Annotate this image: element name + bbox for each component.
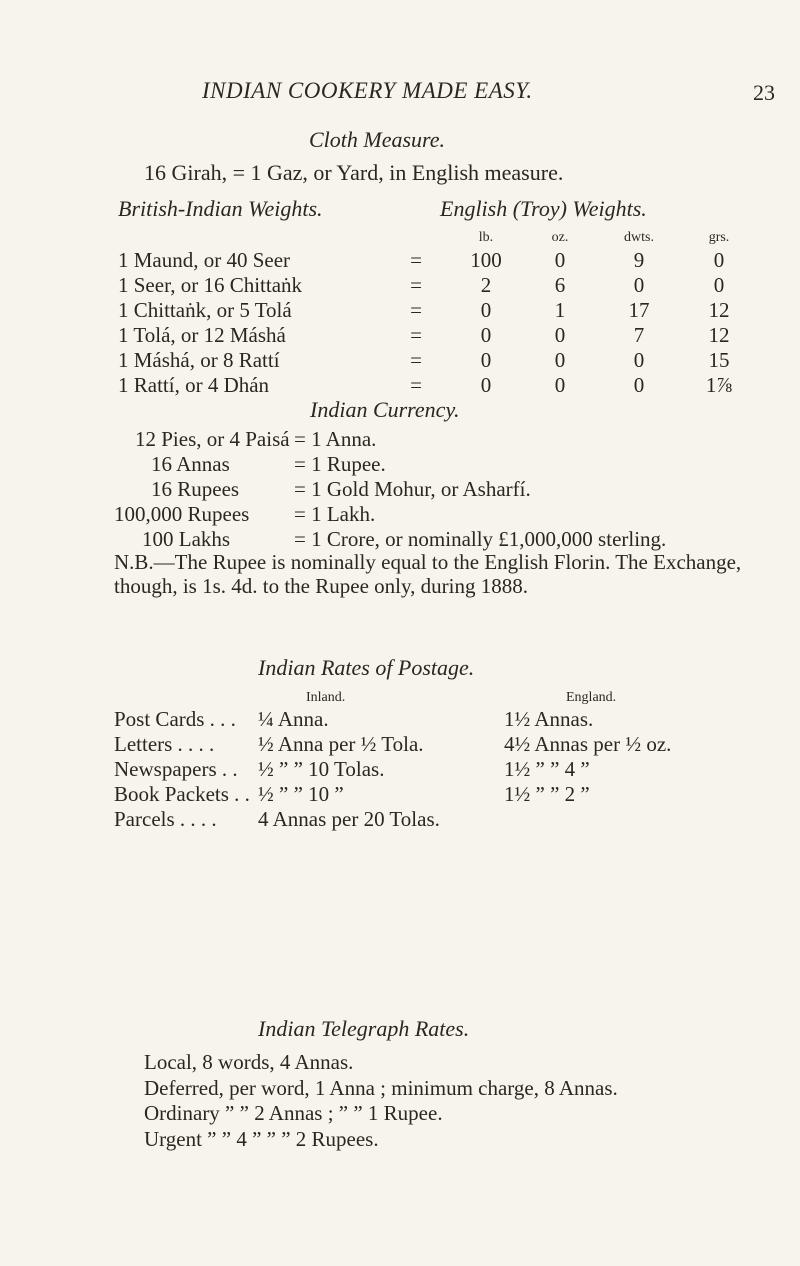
currency-right: = 1 Anna.	[294, 427, 377, 451]
postage-item-label: Newspapers . .	[114, 757, 238, 781]
weights-column-headers	[118, 228, 754, 248]
equals-sign: =	[410, 348, 422, 372]
equals-sign: =	[410, 273, 422, 297]
dwts-value: 0	[633, 273, 645, 297]
oz-value: 6	[554, 273, 566, 297]
dwts-value: 7	[633, 323, 645, 347]
weights-table	[118, 228, 754, 398]
weight-label: 1 Rattí, or 4 Dhán	[118, 373, 270, 397]
oz-value: 0	[554, 348, 566, 372]
currency-left: 12 Pies, or 4 Paisá	[135, 427, 290, 451]
cloth-measure-heading: Cloth Measure.	[309, 127, 446, 152]
telegraph-heading: Indian Telegraph Rates.	[258, 1016, 470, 1041]
table-row	[114, 427, 764, 452]
dwts-value: 0	[633, 373, 645, 397]
table-row	[114, 732, 794, 757]
lb-value: 0	[480, 323, 492, 347]
postage-inland-rate: ½ ” ” 10 ”	[258, 782, 344, 806]
table-row	[114, 807, 794, 832]
grs-value: 1⅞	[705, 373, 733, 397]
weight-label: 1 Seer, or 16 Chittaṅk	[118, 273, 303, 297]
running-header-title: INDIAN COOKERY MADE EASY.	[202, 78, 533, 103]
postage-england-rate: 1½ ” ” 4 ”	[504, 757, 590, 781]
english-troy-weights-heading: English (Troy) Weights.	[440, 196, 647, 221]
table-row	[114, 757, 794, 782]
table-row	[114, 502, 764, 527]
table-row	[118, 323, 754, 348]
col-oz: oz.	[551, 230, 569, 245]
lb-value: 0	[480, 348, 492, 372]
lb-value: 100	[470, 248, 502, 272]
postage-item-label: Letters . . . .	[114, 732, 215, 756]
postage-england-rate: 1½ ” ” 2 ”	[504, 782, 590, 806]
currency-right: = 1 Crore, or nominally £1,000,000 sterling.	[294, 527, 667, 551]
dwts-value: 9	[633, 248, 645, 272]
page-number: 23	[753, 80, 775, 105]
grs-value: 0	[713, 248, 725, 272]
postage-col-inland: Inland.	[306, 690, 346, 705]
postage-item-label: Book Packets . .	[114, 782, 250, 806]
currency-left: 16 Annas	[151, 452, 230, 476]
telegraph-rates	[144, 1050, 618, 1152]
postage-inland-rate: 4 Annas per 20 Tolas.	[258, 807, 440, 831]
currency-note: N.B.—The Rupee is nominally equal to the English Florin. The Exchange, though, is 1s. 4d. to the Rupee only, during 1888.	[114, 550, 742, 598]
table-row	[114, 527, 764, 552]
grs-value: 15	[708, 348, 730, 372]
col-dwts: dwts.	[624, 230, 654, 245]
table-row	[118, 273, 754, 298]
table-row	[114, 707, 794, 732]
postage-item-label: Parcels . . . .	[114, 807, 217, 831]
weight-label: 1 Chittaṅk, or 5 Tolá	[118, 298, 292, 322]
postage-item-label: Post Cards . . .	[114, 707, 236, 731]
equals-sign: =	[410, 373, 422, 397]
postage-england-rate	[504, 807, 794, 832]
currency-right: = 1 Rupee.	[294, 452, 386, 476]
table-row	[118, 348, 754, 373]
currency-table	[114, 427, 764, 552]
currency-heading: Indian Currency.	[310, 397, 460, 422]
grs-value: 12	[708, 298, 730, 322]
grs-value: 12	[708, 323, 730, 347]
table-row	[118, 298, 754, 323]
postage-england-rate: 1½ Annas.	[504, 707, 594, 731]
oz-value: 1	[554, 298, 566, 322]
postage-col-england: England.	[566, 690, 617, 705]
col-lb: lb.	[478, 230, 494, 245]
grs-value: 0	[713, 273, 725, 297]
equals-sign: =	[410, 298, 422, 322]
col-grs: grs.	[708, 230, 730, 245]
telegraph-row-deferred: Deferred, per word, 1 Anna ; minimum charge, 8 Annas.	[144, 1075, 618, 1100]
currency-left: 16 Rupees	[151, 477, 240, 501]
cloth-measure-text: 16 Girah, = 1 Gaz, or Yard, in English measure.	[144, 160, 564, 185]
lb-value: 0	[480, 298, 492, 322]
oz-value: 0	[554, 323, 566, 347]
table-row	[118, 248, 754, 273]
postage-england-rate: 4½ Annas per ½ oz.	[504, 732, 672, 756]
dwts-value: 0	[633, 348, 645, 372]
postage-table	[114, 707, 794, 832]
lb-value: 2	[480, 273, 492, 297]
british-indian-weights-heading: British-Indian Weights.	[118, 196, 323, 221]
currency-right: = 1 Gold Mohur, or Asharfí.	[294, 477, 531, 501]
dwts-value: 17	[628, 298, 650, 322]
weight-label: 1 Máshá, or 8 Rattí	[118, 348, 280, 372]
postage-heading: Indian Rates of Postage.	[258, 655, 475, 680]
equals-sign: =	[410, 248, 422, 272]
telegraph-row-urgent: Urgent ” ” 4 ” ” ” 2 Rupees.	[144, 1126, 379, 1151]
postage-inland-rate: ½ Anna per ½ Tola.	[258, 732, 424, 756]
table-row	[114, 452, 764, 477]
currency-right: = 1 Lakh.	[294, 502, 376, 526]
table-row	[118, 373, 754, 398]
weight-label: 1 Tolá, or 12 Máshá	[118, 323, 286, 347]
currency-left: 100,000 Rupees	[114, 502, 250, 526]
postage-inland-rate: ½ ” ” 10 Tolas.	[258, 757, 385, 781]
equals-sign: =	[410, 323, 422, 347]
weight-label: 1 Maund, or 40 Seer	[118, 248, 291, 272]
postage-inland-rate: ¼ Anna.	[258, 707, 329, 731]
oz-value: 0	[554, 373, 566, 397]
table-row	[114, 477, 764, 502]
telegraph-row-ordinary: Ordinary ” ” 2 Annas ; ” ” 1 Rupee.	[144, 1101, 443, 1125]
lb-value: 0	[480, 373, 492, 397]
oz-value: 0	[554, 248, 566, 272]
telegraph-row-local: Local, 8 words, 4 Annas.	[144, 1050, 354, 1074]
table-row	[114, 782, 794, 807]
currency-left: 100 Lakhs	[142, 527, 231, 551]
